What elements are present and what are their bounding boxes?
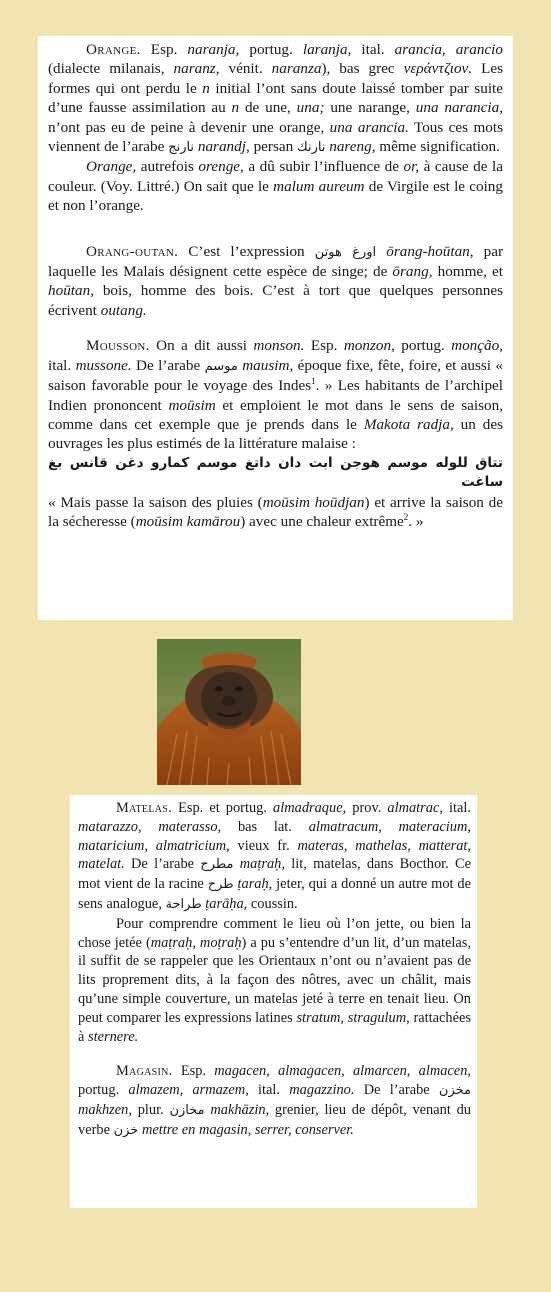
text-run: almazem, armazem,	[128, 1082, 249, 1099]
text-run: naranz,	[173, 60, 220, 78]
headword-orange: Orange.	[86, 41, 141, 58]
text-run: vénit.	[219, 60, 272, 78]
text-panel-bottom	[70, 795, 477, 1208]
text-run: moūsim kamārou	[135, 512, 241, 530]
text-run: de Virgile est le coing et non l’orange.	[48, 177, 503, 215]
arabic-word: اورغ هوتن	[314, 244, 377, 260]
text-run: narandj,	[197, 138, 250, 156]
text-run	[376, 243, 386, 260]
text-run: Esp. et portug.	[172, 800, 274, 816]
persian-word: نارنك	[297, 140, 326, 156]
text-run: malum aureum	[273, 177, 365, 195]
text-run: initial l’ont sans doute laissé tomber par suite d’une fausse assimilation au	[48, 79, 503, 117]
arabic-word: طرح	[207, 877, 234, 893]
text-run: De l’arabe	[354, 1082, 439, 1099]
paragraph	[78, 799, 471, 915]
text-run: monzon,	[343, 337, 395, 355]
text-run: νεράντζιον.	[403, 60, 473, 78]
text-run: coussin.	[247, 895, 298, 912]
text-run: un des ouvrages les plus estimés de la littérature malaise :	[48, 415, 503, 453]
text-run: matarazzo, materasso,	[78, 818, 222, 835]
text-run: materas, mathelas, matterat, matelat.	[78, 837, 472, 873]
text-run: una arancia.	[329, 118, 409, 136]
text-run: homme, et	[432, 263, 503, 281]
text-run: n	[231, 99, 240, 117]
text-run: De l’arabe	[124, 856, 201, 873]
headword-magasin: Magasin.	[116, 1063, 173, 1080]
text-run: mussone.	[75, 356, 132, 374]
headword-orang-outan: Orang-outan.	[86, 242, 179, 260]
text-run: monção,	[451, 337, 503, 355]
arabic-word: طراحة	[165, 896, 202, 912]
text-panel-top	[38, 36, 513, 620]
text-run: autrefois	[136, 158, 199, 176]
text-run: une narange,	[324, 99, 416, 117]
text-run: moūsim hoūdjan	[262, 493, 365, 511]
arabic-word: نارنج	[168, 140, 195, 156]
text-run: makhzen,	[78, 1101, 132, 1118]
text-run: makhāzin,	[210, 1101, 270, 1118]
text-run: ōrang,	[392, 263, 433, 281]
text-run: jeter, qui a donné un autre mot de sens analogue,	[78, 876, 471, 912]
text-run: De l’arabe	[131, 356, 205, 374]
text-run: et emploient le mot dans le sens de saison, comme dans cet exemple que je prends dans le	[48, 396, 504, 433]
text-run: outang.	[100, 301, 147, 319]
arabic-word: مطرح	[200, 857, 234, 873]
text-run: de une,	[239, 99, 297, 117]
text-run: Pour comprendre comment le lieu où l’on jette, ou bien la chose jetée (	[78, 915, 471, 951]
text-run: nareng,	[329, 138, 376, 156]
text-run: a dû subir l’influence de	[243, 158, 404, 176]
text-run: On a dit aussi	[149, 337, 254, 355]
paragraph	[48, 157, 503, 215]
malay-quote: تتاق للوله موسم هوجن ابت دان داتغ موسم كمارو دغن قانس بغ ساغت	[48, 454, 503, 491]
text-run: portug.	[394, 337, 452, 355]
entry-mousson	[48, 336, 503, 531]
text-run: ital.	[48, 356, 76, 374]
text-run: vieux fr.	[229, 837, 298, 854]
orangutan-illustration	[157, 639, 301, 785]
text-run: mausim,	[242, 356, 294, 374]
entry-orange	[48, 40, 503, 216]
entry-matelas	[78, 799, 471, 1046]
text-run: stratum, stragulum,	[296, 1009, 410, 1026]
paragraph	[48, 40, 503, 157]
arabic-word: موسم	[204, 358, 238, 374]
entry-magasin	[78, 1062, 471, 1140]
text-run: même signification.	[375, 138, 500, 156]
paragraph	[48, 336, 503, 453]
text-run: lit, matelas, dans Bocthor. Ce mot vient de la racine	[78, 856, 471, 893]
text-run: almatracum, materacium, mataricium, almatricium,	[78, 818, 471, 854]
text-run: una narancia,	[415, 99, 503, 117]
text-run: . » Les habitants de l’archipel Indien prononcent	[48, 377, 504, 414]
text-run: Esp.	[304, 337, 344, 355]
headword-mousson: Mousson.	[86, 337, 150, 355]
text-run: à cause de la couleur. (Voy. Littré.) On sait que le	[48, 158, 504, 195]
headword-matelas: Matelas.	[116, 800, 173, 816]
text-run: persan	[249, 138, 297, 156]
text-run: una;	[296, 99, 325, 117]
text-run: prov.	[346, 800, 388, 816]
text-run: par laquelle les Malais désignent cette espèce de singe; de	[48, 242, 504, 281]
text-run: portug.	[78, 1082, 129, 1099]
text-run: n’ont pas eu de peine à devenir une orange,	[48, 118, 330, 136]
text-run: almatrac,	[387, 800, 443, 816]
text-run: hoūtan,	[48, 282, 94, 300]
text-run: laranja,	[302, 41, 352, 58]
text-run: ) et arrive la saison de la sécheresse (	[48, 493, 503, 530]
text-run: moūsim	[168, 396, 216, 414]
text-run: portug.	[239, 41, 303, 58]
text-run: maṭraḥ, moṭraḥ	[150, 934, 242, 951]
text-run: ), bas grec	[321, 60, 404, 78]
text-run: ṭarāḥa,	[205, 895, 248, 912]
text-run: ital.	[248, 1082, 290, 1099]
arabic-word: مخزن	[438, 1083, 471, 1099]
paragraph	[48, 242, 503, 321]
text-run: sternere.	[88, 1028, 139, 1045]
text-run: ōrang-hoūtan,	[386, 242, 474, 260]
text-run: plur.	[131, 1101, 170, 1118]
text-run: . »	[408, 512, 424, 530]
entry-orang-outan	[48, 242, 503, 321]
text-run: Esp.	[172, 1063, 215, 1080]
paragraph	[78, 1062, 471, 1140]
orangutan-photo	[157, 639, 301, 785]
text-run: maṭraḥ,	[239, 856, 285, 873]
text-run: C’est l’expression	[178, 242, 315, 260]
footnote-ref: 2	[403, 511, 409, 522]
arabic-word: مخازن	[169, 1102, 205, 1118]
text-run: ital.	[442, 800, 471, 816]
text-run: Les formes qui ont perdu le	[48, 60, 504, 97]
text-run: « Mais passe la saison des pluies (	[48, 493, 263, 511]
paragraph	[78, 915, 471, 1047]
text-run: ) avec une chaleur extrême	[240, 512, 404, 530]
text-run: époque fixe, fête, foire, et aussi « saison favorable pour le voyage des Indes	[48, 356, 503, 395]
text-run: ṭaraḥ,	[237, 876, 273, 893]
text-run: or,	[403, 158, 420, 176]
text-run: (dialecte milanais,	[48, 60, 174, 78]
text-run: Tous ces mots viennent de l’arabe	[48, 118, 503, 156]
text-run: magacen, almagacen, almarcen, almacen,	[214, 1063, 471, 1080]
text-run: grenier, lieu de dépôt, venant du verbe	[78, 1101, 471, 1138]
text-run: ital.	[351, 41, 395, 58]
text-run: Makota radja,	[363, 415, 454, 433]
text-run: almadraque,	[273, 800, 347, 816]
text-run: Esp.	[140, 41, 188, 58]
footnote-ref: 1	[311, 376, 316, 387]
paragraph	[48, 493, 503, 532]
text-run: bois, homme des bois. C’est à tort que quelques personnes écrivent	[48, 282, 503, 319]
text-run: mettre en magasin, serrer, conserver.	[141, 1121, 354, 1138]
text-run: ) a pu s’entendre d’un lit, d’un matelas, il suffit de se rappeler que les Orientaux n’ont ou n’avaient pas de lits proprement dits, à la façon des nôtres, avec un châlit, mais qu’une simple couverture, un matelas jeté à terre en tenait lieu. On peut comparer les expressions latines	[78, 934, 471, 1026]
text-run: bas lat.	[221, 818, 309, 835]
text-run: naranza	[271, 60, 322, 78]
text-run: n	[202, 79, 210, 97]
arabic-word: خزن	[113, 1122, 139, 1138]
text-run: monson.	[253, 337, 305, 355]
text-run: rattachées à	[78, 1009, 471, 1045]
text-run: Orange,	[86, 158, 137, 176]
text-run: magazzino.	[289, 1082, 355, 1099]
text-run: naranja,	[187, 41, 240, 58]
text-run: orenge,	[198, 158, 244, 176]
text-run: arancia, arancio	[394, 41, 503, 58]
